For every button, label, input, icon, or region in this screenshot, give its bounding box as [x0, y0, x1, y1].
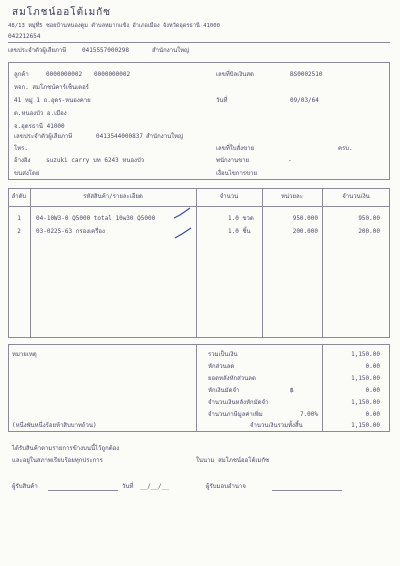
company-address: 48/13 หมู่ที่5 ซอยบ้านหนองตูม ตำบลหมากแข้ง อำเภอเมือง จังหวัดอุดรธานี 41000 [8, 23, 220, 29]
receive-date-blank: __/__/__ [140, 483, 169, 490]
sales-label: พนักงานขาย [216, 157, 250, 164]
amount-in-words: (หนึ่งพันหนึ่งร้อยห้าสิบบาทถ้วน) [12, 422, 97, 429]
customer-phone-label: โทร. [14, 145, 29, 152]
authorized-label: ผู้รับมอบอำนาจ [206, 483, 246, 490]
customer-address-1: 41 หมู่ 1 ถ.อุดร-หนองคาย [14, 97, 91, 104]
credit-term-label: เงื่อนไขการขาย [216, 170, 258, 177]
company-tax-id: 0415557000298 [82, 47, 129, 54]
company-name: สมโภชน์ออโต้เมกัซ [12, 7, 112, 18]
po-label: เลขที่ใบสั่งขาย [216, 145, 255, 152]
receiver-signature-line [48, 490, 118, 491]
customer-tax-id: 0413544000837 [96, 133, 143, 140]
header-description: รหัสสินค้า/รายละเอียด [83, 193, 143, 200]
footer-note-2: และอยู่ในสภาพเรียบร้อยทุกประการ [12, 457, 103, 464]
table-row-no: 2 [17, 228, 21, 235]
company-phone: 042212654 [8, 33, 41, 40]
summary-label: จำนวนเงินรวมทั้งสิ้น [250, 422, 303, 429]
table-row-unit-price: 200.000 [292, 228, 318, 235]
receiver-label: ผู้รับสินค้า [12, 483, 38, 490]
customer-code-label: ลูกค้า [14, 71, 29, 78]
company-signature-label: ในนาม สมโภชน์ออโต้เมกัซ [196, 457, 270, 464]
summary-value: 0.00 [365, 387, 380, 394]
shipping-label: ขนส่งโดย [14, 170, 40, 177]
table-row-qty: 1.0 ขวด [228, 215, 254, 222]
sales-value: - [288, 157, 292, 164]
customer-code: 0000000002 [46, 71, 83, 78]
summary-value: 0.00 [365, 411, 380, 418]
credit-label: ครบ. [338, 145, 353, 152]
summary-label: จำนวนเงินหลังหักมัดจำ [208, 399, 269, 406]
summary-value: 0.00 [365, 363, 380, 370]
summary-label: หักเงินมัดจำ [208, 387, 240, 394]
customer-code-2: 0000000002 [94, 71, 131, 78]
doc-no-value: BS0002510 [290, 71, 323, 78]
company-branch: สำนักงานใหญ่ [152, 47, 190, 54]
remark-label: หมายเหตุ [12, 351, 37, 358]
header-unit-price: หน่วยละ [281, 193, 303, 200]
reference-label: อ้างอิง [14, 157, 31, 164]
summary-label: ยอดหลังหักส่วนลด [208, 375, 256, 382]
items-table [8, 188, 390, 338]
header-no: ลำดับ [11, 193, 27, 200]
footer-note-1: ได้รับสินค้าตามรายการข้างบนนี้ไว้ถูกต้อง [12, 445, 120, 452]
header-qty: จำนวน [219, 193, 239, 200]
customer-name: หจก. สมโภชน์คาร์เซ็นเตอร์ [14, 84, 89, 91]
table-header-divider [8, 206, 390, 207]
col-divider [322, 188, 323, 338]
summary-extra: 7.00% [299, 411, 318, 418]
customer-branch: สำนักงานใหญ่ [146, 133, 184, 140]
summary-label: จำนวนภาษีมูลค่าเพิ่ม [208, 411, 263, 418]
table-row-amount: 200.00 [358, 228, 380, 235]
customer-address-2: ต.หนองบัว อ.เมือง [14, 110, 67, 117]
authorized-signature-line [272, 490, 342, 491]
doc-no-label: เลขที่บิลเงินสด [216, 71, 254, 78]
header-divider [8, 42, 390, 43]
summary-divider [196, 344, 197, 432]
check-mark-icon [172, 206, 194, 242]
summary-value: 1,150.00 [351, 351, 380, 358]
table-row-no: 1 [17, 215, 21, 222]
table-row-description: 03-0225-63 กรองเครื่อง [36, 228, 105, 235]
doc-date-label: วันที่ [216, 97, 228, 104]
header-amount: จำนวนเงิน [342, 193, 370, 200]
customer-address-3: จ.อุดรธานี 41000 [14, 123, 65, 130]
summary-value: 1,150.00 [351, 399, 380, 406]
summary-value: 1,150.00 [351, 422, 380, 429]
summary-extra: ฿ [290, 387, 294, 394]
summary-label: หักส่วนลด [208, 363, 235, 370]
col-divider [262, 188, 263, 338]
company-tax-label: เลขประจำตัวผู้เสียภาษี [8, 47, 67, 54]
doc-date-value: 09/03/64 [290, 97, 319, 104]
table-row-description: 04-10W3-0 Q5000 total 10w30 Q5000 [36, 215, 156, 222]
customer-tax-label: เลขประจำตัวผู้เสียภาษี [14, 133, 73, 140]
summary-value: 1,150.00 [351, 375, 380, 382]
reference-value: suzuki carry บท 6243 หนองบัว [46, 157, 145, 164]
table-row-amount: 950.00 [358, 215, 380, 222]
table-row-unit-price: 950.000 [292, 215, 318, 222]
table-row-qty: 1.0 ชิ้น [228, 228, 251, 235]
col-divider [30, 188, 31, 338]
summary-label: รวมเป็นเงิน [208, 351, 238, 358]
receive-date-label: วันที่ [122, 483, 134, 490]
col-divider [196, 188, 197, 338]
